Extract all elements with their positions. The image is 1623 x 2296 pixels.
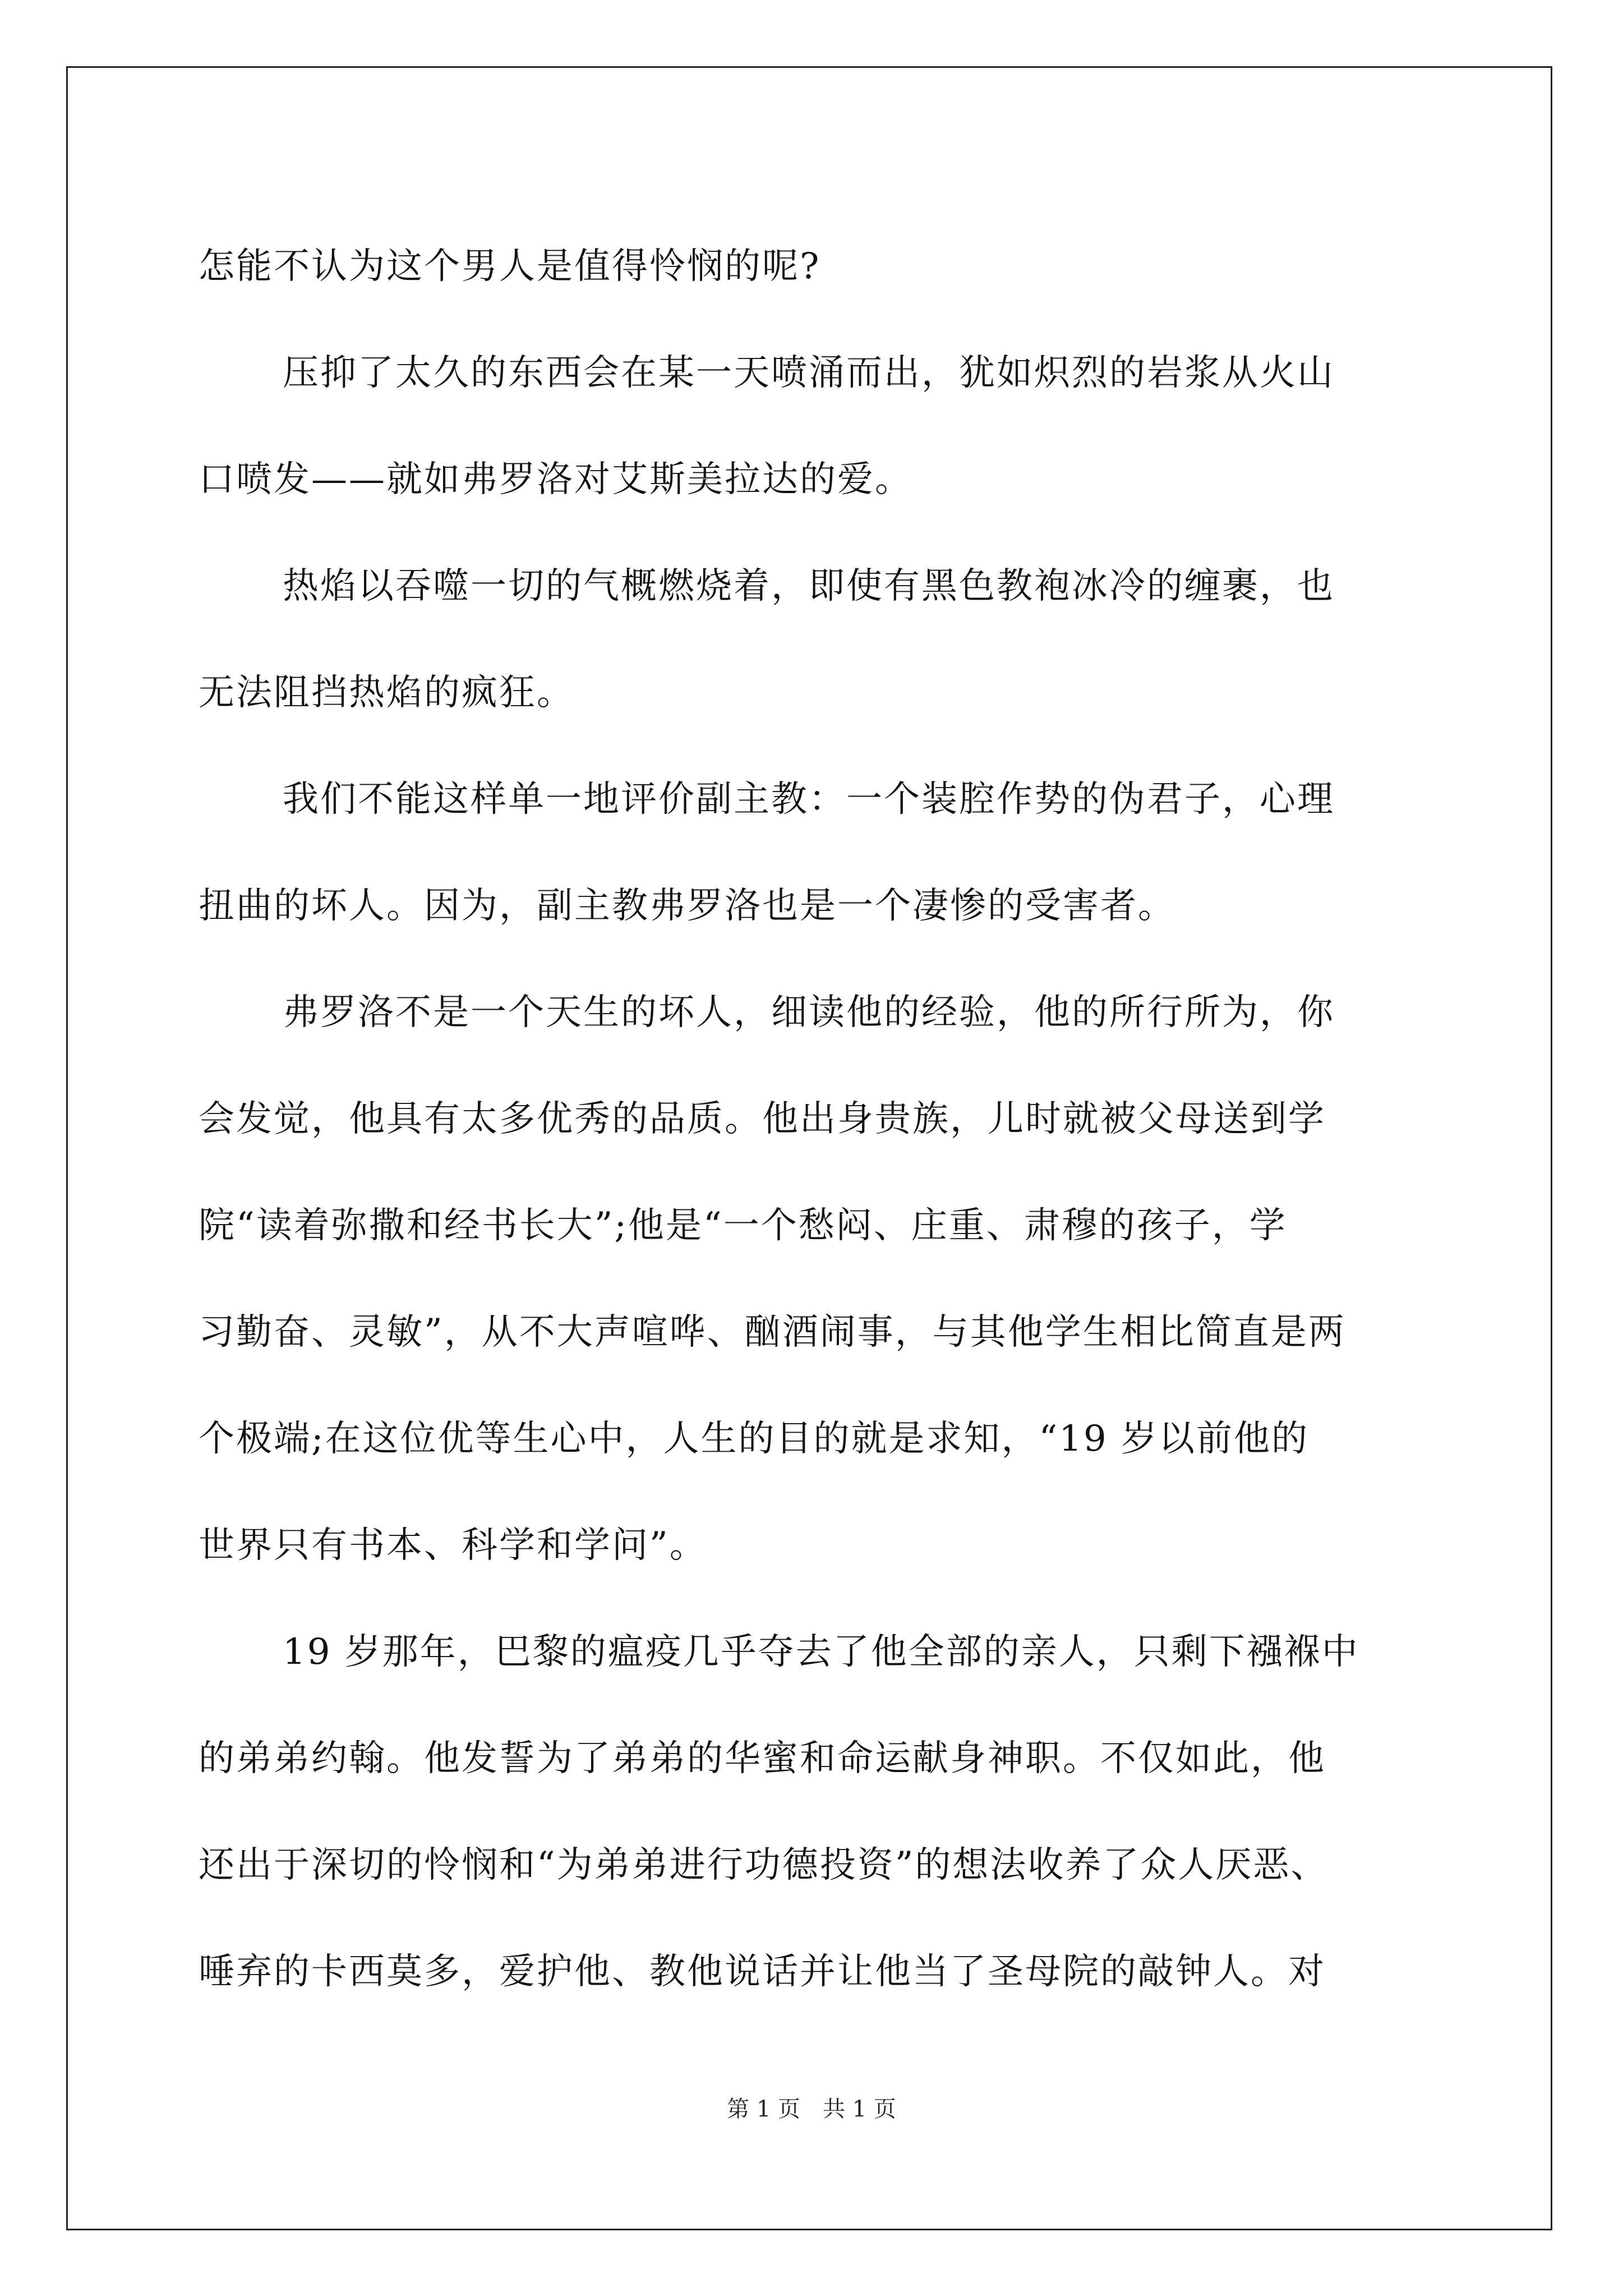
body-line: 还出于深切的怜悯和“为弟弟进行功德投资”的想法收养了众人厌恶、 bbox=[199, 1844, 1329, 1886]
body-line: 19 岁那年，巴黎的瘟疫几乎夺去了他全部的亲人，只剩下襁褓中 bbox=[283, 1631, 1359, 1673]
body-line: 怎能不认为这个男人是值得怜悯的呢? bbox=[199, 246, 821, 287]
body-line: 院“读着弥撒和经书长大”;他是“一个愁闷、庄重、肃穆的孩子，学 bbox=[199, 1205, 1287, 1246]
body-line: 弗罗洛不是一个天生的坏人，细读他的经验，他的所行所为，你 bbox=[283, 992, 1335, 1033]
body-line: 习勤奋、灵敏”，从不大声喧哗、酗酒闹事，与其他学生相比简直是两 bbox=[199, 1312, 1346, 1353]
page-number-footer: 第 1 页 共 1 页 bbox=[727, 2096, 896, 2122]
body-line: 无法阻挡热焰的疯狂。 bbox=[199, 672, 574, 714]
body-line: 扭曲的坏人。因为，副主教弗罗洛也是一个凄惨的受害者。 bbox=[199, 885, 1175, 927]
body-line: 压抑了太久的东西会在某一天喷涌而出，犹如炽烈的岩浆从火山 bbox=[283, 352, 1335, 394]
document-body bbox=[199, 213, 1432, 2025]
body-line: 热焰以吞噬一切的气概燃烧着，即使有黑色教袍冰冷的缠裹，也 bbox=[283, 565, 1335, 607]
body-line: 唾弃的卡西莫多，爱护他、教他说话并让他当了圣母院的敲钟人。对 bbox=[199, 1951, 1326, 1993]
body-line: 世界只有书本、科学和学问”。 bbox=[199, 1525, 707, 1566]
body-line: 会发觉，他具有太多优秀的品质。他出身贵族，儿时就被父母送到学 bbox=[199, 1098, 1326, 1140]
body-line: 个极端;在这位优等生心中，人生的目的就是求知，“19 岁以前他的 bbox=[199, 1418, 1310, 1460]
body-line: 的弟弟约翰。他发誓为了弟弟的华蜜和命运献身神职。不仅如此，他 bbox=[199, 1738, 1326, 1779]
body-line: 口喷发——就如弗罗洛对艾斯美拉达的爱。 bbox=[199, 459, 912, 500]
body-line: 我们不能这样单一地评价副主教：一个装腔作势的伪君子，心理 bbox=[283, 779, 1335, 820]
